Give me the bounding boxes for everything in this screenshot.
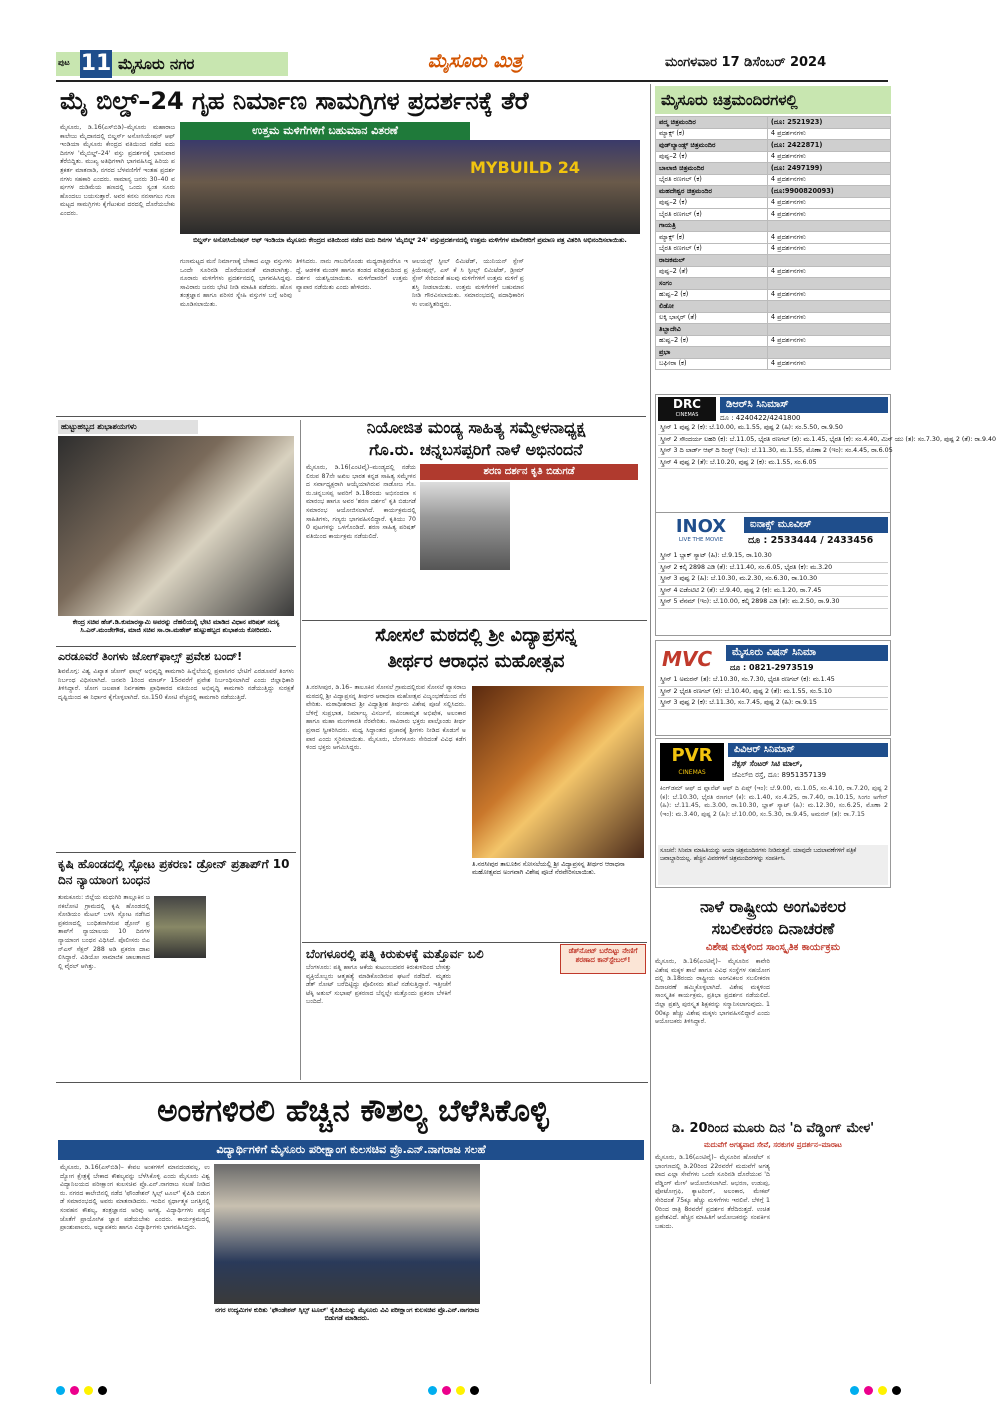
screen-row: ಸ್ಕ್ರೀನ್ 1 ಬ್ಲಾಕ್ ಸ್ಯಾಟ್ (ಹಿ): ಬೆ.9.15, ರಾ.10.30 bbox=[658, 551, 888, 563]
page-number: 11 bbox=[80, 51, 112, 76]
theatre-row bbox=[656, 278, 891, 290]
lead-text-col5 bbox=[530, 258, 642, 414]
show-count: 4 ಪ್ರದರ್ಶನಗಳು bbox=[767, 335, 890, 347]
theatre-row bbox=[656, 347, 891, 359]
movie-row bbox=[656, 289, 891, 301]
disability-headline-1: ನಾಳೆ ರಾಷ್ಟ್ರೀಯ ಅಂಗವಿಕಲರ bbox=[699, 897, 847, 916]
skills-body: ಮೈಸೂರು, ಡಿ.16(ಎಸ್‌ಬಿಡಿ)– ಕೇವಲ ಅಂಕಗಳಿಗೆ ಮಾನದಂಡವಲ್ಲ, ಉದ್ಯೋಗ ಕ್ಷೇತ್ರಕ್ಕೆ ಬೇಕಾದ ಕೌಶಲ್ಯವನ್ನು ಬೆಳೆಸಿಕೊಳ್ಳಿ ಎಂದು ಮೈಸೂರು ವಿಶ್ವವಿದ್ಯಾನಿಲಯದ ಪರೀಕ್ಷಾಂಗ ಕುಲಸಚಿವ ಪ್ರೊ.ಎನ್.ನಾಗರಾಜ ಸಲಹೆ ನೀಡಿದರು. ನಗರದ ಕಾಲೇಜಿನಲ್ಲಿ ನಡೆದ 'ಫೌಂಡೇಶನ್ ಸ್ಕಿಲ್ಸ್ ಟೂಲ್' ಕೈಪಿಡಿ ಬಿಡುಗಡೆ ಸಮಾರಂಭದಲ್ಲಿ ಅವರು ಮಾತನಾಡಿದರು. ಇಂದಿನ ಸ್ಪರ್ಧಾತ್ಮಕ ಜಗತ್ತಿನಲ್ಲಿ ಸಂವಹನ ಕೌಶಲ್ಯ, ತಂತ್ರಜ್ಞಾನದ ಅರಿವು ಅಗತ್ಯ. ವಿದ್ಯಾರ್ಥಿಗಳು ಪಠ್ಯದ ಜೊತೆಗೆ ಪ್ರಾಯೋಗಿಕ ಜ್ಞಾನ ಪಡೆಯಬೇಕು ಎಂದರು. ಕಾರ್ಯಕ್ರಮದಲ್ಲಿ ಪ್ರಾಂಶುಪಾಲರು, ಅಧ್ಯಾಪಕರು ಹಾಗೂ ವಿದ್ಯಾರ್ಥಿಗಳು ಭಾಗವಹಿಸಿದ್ದರು. bbox=[60, 1164, 210, 1232]
skills-body-col3 bbox=[214, 1330, 480, 1376]
show-count: 4 ಪ್ರದರ್ಶನಗಳು bbox=[767, 174, 890, 186]
screen-row: ಸ್ಕ್ರೀನ್ 3 ಪುಷ್ಪ 2 (ಹಿ): ಬೆ.10.30, ಮ.2.30, ಸಂ.6.30, ರಾ.10.30 bbox=[658, 574, 888, 586]
screen-row: ಸ್ಕ್ರೀನ್ 2 ಸೌಂದರ್ಯ ಲಹರಿ (ಕ): ಬೆ.11.05, ಭೈರತಿ ರಣಗಲ್ (ಕ): ಮ.1.45, ಭೈರತಿ (ಕ): ಸಂ.4.40, ಮಿಸ್ ಯು (ತ): ಸಂ.7.30, ಪುಷ್ಪ 2 (ತೆ): ರಾ.9.40 bbox=[658, 435, 888, 447]
header-rule bbox=[56, 80, 888, 82]
screen-row: ಸ್ಕ್ರೀನ್ 3 ಪುಷ್ಪ 2 (ಕ): ಬೆ.11.30, ಸಂ.7.45, ಪುಷ್ಪ 2 (ಹಿ): ರಾ.9.15 bbox=[658, 698, 888, 710]
skills-photo bbox=[214, 1164, 480, 1304]
photo-banner: ಉತ್ತಮ ಮಳಿಗೆಗಳಿಗೆ ಬಹುಮಾನ ವಿತರಣೆ bbox=[180, 122, 470, 140]
theatre-row bbox=[656, 220, 891, 232]
show-count: 4 ಪ್ರದರ್ಶನಗಳು bbox=[767, 312, 890, 324]
birthday-caption: ಕೇಂದ್ರ ಸಚಿವ ಹೆಚ್.ಡಿ.ಕುಮಾರಸ್ವಾಮಿ ಅವರನ್ನು ದೆಹಲಿಯಲ್ಲಿ ಭೇಟಿ ಮಾಡಿದ ವಿಧಾನ ಪರಿಷತ್ ಸದಸ್ಯ ಸಿ.ಎನ್.ಮಂಜೇಗೌಡ, ಮಾಜಿ ಸಚಿವ ಸಾ.ರಾ.ಮಹೇಶ್ ಹುಟ್ಟುಹಬ್ಬದ ಶುಭಾಶಯ ಕೋರಿದರು. bbox=[72, 618, 280, 635]
theatre-name: ಗಾಯತ್ರಿ bbox=[656, 220, 768, 232]
sahitya-photo bbox=[420, 482, 510, 570]
movie-row bbox=[656, 151, 891, 163]
mvc-logo: MVC bbox=[662, 647, 713, 671]
jog-body: ಶಿವಮೊಗ್ಗ: ವಿಶ್ವ ವಿಖ್ಯಾತ ಜೋಗ್ ಫಾಲ್ಸ್ ಅಭಿವೃದ್ಧಿ ಕಾಮಗಾರಿ ಹಿನ್ನೆಲೆಯಲ್ಲಿ ಪ್ರವಾಸಿಗರ ಭೇಟಿಗೆ ಎರಡೂವರೆ ತಿಂಗಳು ನಿರ್ಬಂಧ ವಿಧಿಸಲಾಗಿದೆ. ಜನವರಿ 1ರಿಂದ ಮಾರ್ಚ್ 15ರವರೆಗೆ ಪ್ರವೇಶ ನಿರ್ಬಂಧಿಸಲಾಗಿದೆ ಎಂದು ಜಿಲ್ಲಾಧಿಕಾರಿ ತಿಳಿಸಿದ್ದಾರೆ. ಜೋಗ ಜಲಪಾತ ನಿರ್ವಹಣಾ ಪ್ರಾಧಿಕಾರದ ವತಿಯಿಂದ ಅಭಿವೃದ್ಧಿ ಕಾಮಗಾರಿ ನಡೆಯುತ್ತಿದ್ದು ಸುರಕ್ಷತೆ ದೃಷ್ಟಿಯಿಂದ ಈ ನಿರ್ಧಾರ ಕೈಗೊಳ್ಳಲಾಗಿದೆ. ರೂ.150 ಕೋಟಿ ವೆಚ್ಚದಲ್ಲಿ ಕಾಮಗಾರಿ ನಡೆಯುತ್ತಿದೆ. bbox=[58, 668, 294, 701]
registration-marks-left bbox=[56, 1380, 136, 1390]
movie-title: ಹುಷ್ಪ–2 (ಕ) bbox=[656, 335, 768, 347]
movie-row bbox=[656, 335, 891, 347]
movie-title: ಪುಷ್ಪ–2 (ಕ) bbox=[656, 197, 768, 209]
lead-text-col4: ಆಲಯನ್ಸ್ ಸ್ಟೀಲ್ ಲಿಮಿಟೆಡ್, ಯುನಿಯನ್ ಸ್ಪೇಸ್ ಕ್ರಿಯೇಷನ್ಸ್, ಎಸ್ ಕೆ ಸಿ ಸ್ಟೀಲ್ಸ್ ಲಿಮಿಟೆಡ್, ಡ್ರೀಮ್ ಸ್ಪೇಸ್ ಸೇರಿದಂತೆ ಹಲವು ಮಳಿಗೆಗಳಿಗೆ ಉತ್ತಮ ಮಳಿಗೆ ಪ್ರಶಸ್ತಿ ನೀಡಲಾಯಿತು. ಉತ್ತಮ ಮಳಿಗೆಗಳಿಗೆ ಬಹುಮಾನ ನೀಡಿ ಗೌರವಿಸಲಾಯಿತು. ಸಮಾರಂಭದಲ್ಲಿ ಪದಾಧಿಕಾರಿಗಳು ಉಪಸ್ಥಿತರಿದ್ದರು. bbox=[412, 258, 524, 308]
show-count: 4 ಪ್ರದರ್ಶನಗಳು bbox=[767, 232, 890, 244]
sosale-photo bbox=[472, 686, 644, 858]
bengaluru-body: ಬೆಂಗಳೂರು: ಪತ್ನಿ ಹಾಗೂ ಆಕೆಯ ಕುಟುಂಬದವರ ಕಿರುಕುಳದಿಂದ ಬೇಸತ್ತು ವ್ಯಕ್ತಿಯೊಬ್ಬರು ಆತ್ಮಹತ್ಯೆ ಮಾಡಿಕೊಂಡಿರುವ ಘಟನೆ ನಡೆದಿದೆ. ಮೃತರು ಡೆತ್ ನೋಟ್ ಬರೆದಿಟ್ಟಿದ್ದು ಪೊಲೀಸರು ತನಿಖೆ ನಡೆಸುತ್ತಿದ್ದಾರೆ. ಇತ್ತೀಚೆಗೆ ಟೆಕ್ಕಿ ಅತುಲ್ ಸುಭಾಷ್ ಪ್ರಕರಣದ ಬೆನ್ನಲ್ಲೇ ಮತ್ತೊಂದು ಪ್ರಕರಣ ಬೆಳಕಿಗೆ ಬಂದಿದೆ. bbox=[306, 964, 451, 1006]
lead-photo-caption: ಬಿಲ್ಡರ್ಸ್ ಅಸೋಸಿಯೇಷನ್ ಆಫ್ ಇಂಡಿಯಾ ಮೈಸೂರು ಕೇಂದ್ರದ ವತಿಯಿಂದ ನಡೆದ ಐದು ದಿನಗಳ 'ಮೈಬಿಲ್ಡ್ 24' ವಸ್ತುಪ್ರದರ್ಶನದಲ್ಲಿ ಉತ್ತಮ ಮಳಿಗೆಗಳ ಮಾಲೀಕರಿಗೆ ಪ್ರಮಾಣ ಪತ್ರ ವಿತರಿಸಿ ಅಭಿನಂದಿಸಲಾಯಿತು. bbox=[193, 236, 627, 244]
wedding-body: ಮೈಸೂರು, ಡಿ.16(ಎಂಟಿವೈ)– ಮೈಸೂರಿನ ಹೋಟೆಲ್ ಸಭಾಂಗಣದಲ್ಲಿ ಡಿ.20ರಿಂದ 22ರವರೆಗೆ ಮದುವೆಗೆ ಅಗತ್ಯವಾದ ಎಲ್ಲಾ ಸೇವೆಗಳು ಒಂದೇ ಸೂರಿನಡಿ ದೊರೆಯುವ 'ದಿ ವೆಡ್ಡಿಂಗ್ ಮೇಳ' ಆಯೋಜಿಸಲಾಗಿದೆ. ಆಭರಣ, ಉಡುಪು, ಫೋಟೋಗ್ರಫಿ, ಕ್ಯಾಟರಿಂಗ್, ಅಲಂಕಾರ, ಮೇಕಪ್ ಸೇರಿದಂತೆ 75ಕ್ಕೂ ಹೆಚ್ಚು ಮಳಿಗೆಗಳು ಇರಲಿವೆ. ಬೆಳಿಗ್ಗೆ 10ರಿಂದ ರಾತ್ರಿ 8ರವರೆಗೆ ಪ್ರದರ್ಶನ ತೆರೆದಿರುತ್ತದೆ. ಉಚಿತ ಪ್ರವೇಶವಿದೆ. ಹೆಚ್ಚಿನ ಮಾಹಿತಿಗೆ ಆಯೋಜಕರನ್ನು ಸಂಪರ್ಕಿಸಬಹುದು. bbox=[655, 1154, 770, 1230]
drc-shows bbox=[658, 423, 996, 469]
inox-block bbox=[655, 512, 891, 636]
pvr-note: ಸೂಚನೆ: ಸಿನಿಮಾ ಮಾಹಿತಿಯನ್ನು ಆಯಾ ಚಿತ್ರಮಂದಿರಗಳು ನೀಡಿರುತ್ತವೆ. ಯಾವುದೇ ಬದಲಾವಣೆಗಳಿಗೆ ಪತ್ರಿಕೆ ಜವಾಬ್ದಾರಿಯಲ್ಲ. ಹೆಚ್ಚಿನ ವಿವರಗಳಿಗೆ ಚಿತ್ರಮಂದಿರಗಳನ್ನು ಸಂಪರ್ಕಿಸಿ. bbox=[658, 845, 888, 885]
page-label: ಪುಟ bbox=[58, 58, 70, 67]
sahitya-body: ಮೈಸೂರು, ಡಿ.16(ಎಂಟಿವೈ)–ಮಂಡ್ಯದಲ್ಲಿ ನಡೆಯಲಿರುವ 87ನೇ ಅಖಿಲ ಭಾರತ ಕನ್ನಡ ಸಾಹಿತ್ಯ ಸಮ್ಮೇಳನದ ಸರ್ವಾಧ್ಯಕ್ಷರಾಗಿ ಆಯ್ಕೆಯಾಗಿರುವ ನಾಡೋಜ ಗೊ.ರು.ಚನ್ನಬಸಪ್ಪ ಅವರಿಗೆ ಡಿ.18ರಂದು ಅಭಿನಂದನಾ ಸಮಾರಂಭ ಹಾಗೂ ಅವರ 'ಶರಣ ದರ್ಶನ' ಕೃತಿ ಬಿಡುಗಡೆ ಸಮಾರಂಭ ಆಯೋಜಿಸಲಾಗಿದೆ. ಕಾರ್ಯಕ್ರಮದಲ್ಲಿ ಸಾಹಿತಿಗಳು, ಗಣ್ಯರು ಭಾಗವಹಿಸಲಿದ್ದಾರೆ. ಕೃತಿಯು 700 ಪುಟಗಳನ್ನು ಒಳಗೊಂಡಿದೆ. ಶರಣ ಸಾಹಿತ್ಯ ಪರಿಷತ್ ವತಿಯಿಂದ ಕಾರ್ಯಕ್ರಮ ನಡೆಯಲಿದೆ. bbox=[306, 464, 416, 540]
inox-title: ಐನಾಕ್ಸ್ ಮೂವೀಸ್ bbox=[744, 517, 888, 533]
pvr-title: ಪಿವಿಆರ್ ಸಿನಿಮಾಸ್ bbox=[728, 743, 888, 757]
inox-logo-text: INOX bbox=[675, 516, 727, 537]
skills-headline: ಅಂಕಗಳಿರಲಿ ಹೆಚ್ಚಿನ ಕೌಶಲ್ಯ ಬೆಳೆಸಿಕೊಳ್ಳಿ bbox=[157, 1093, 549, 1129]
bengaluru-headline: ಬೆಂಗಳೂರಲ್ಲಿ ಪತ್ನಿ ಕಿರುಕುಳಕ್ಕೆ ಮತ್ತೊರ್ವ ಬಲಿ bbox=[306, 947, 484, 961]
movie-row bbox=[656, 197, 891, 209]
sahitya-body-col3 bbox=[420, 574, 510, 614]
theatre-row bbox=[656, 186, 891, 198]
movie-row bbox=[656, 128, 891, 140]
disability-headline-2: ಸಬಲೀಕರಣ ದಿನಾಚರಣೆ bbox=[711, 919, 835, 938]
show-count: 4 ಪ್ರದರ್ಶನಗಳು bbox=[767, 243, 890, 255]
inox-logo-sub: LIVE THE MOVIE bbox=[678, 537, 724, 543]
theatre-phone: (ದೂ: 2422871) bbox=[767, 140, 890, 152]
pvr-logo-text: PVR bbox=[671, 745, 713, 766]
skills-subhead: ವಿದ್ಯಾರ್ಥಿಗಳಿಗೆ ಮೈಸೂರು ಪರೀಕ್ಷಾಂಗ ಕುಲಸಚಿವ ಪ್ರೊ.ಎನ್.ನಾಗರಾಜ ಸಲಹೆ bbox=[58, 1140, 644, 1160]
paper-name: ಮೈಸೂರು ಮಿತ್ರ bbox=[427, 50, 523, 72]
theatre-name: ಪದ್ಮ ಚಿತ್ರಮಂದಿರ bbox=[656, 117, 768, 129]
theatre-name: ತಿಬ್ಬಾದೇವಿ bbox=[656, 324, 768, 336]
sosale-caption: ತಿ.ನರಸೀಪುರ ತಾಲೂಕಿನ ಸೋಸಲೆಯಲ್ಲಿ ಶ್ರೀ ವಿದ್ಯಾಪ್ರಸನ್ನ ತೀರ್ಥರ ಆರಾಧನಾ ಮಹೋತ್ಸವದ ಅಂಗವಾಗಿ ವಿಶೇಷ ಪೂಜೆ ನೆರವೇರಿಸಲಾಯಿತು. bbox=[472, 860, 625, 877]
registration-marks-center bbox=[428, 1380, 508, 1390]
wedding-headline: ಡಿ. 20ರಿಂದ ಮೂರು ದಿನ 'ದಿ ವೆಡ್ಡಿಂಗ್ ಮೇಳ' bbox=[671, 1121, 875, 1136]
drc-logo-sub: CINEMAS bbox=[675, 412, 699, 418]
show-count: 4 ಪ್ರದರ್ಶನಗಳು bbox=[767, 151, 890, 163]
theatre-name: ಪ್ರಭಾ bbox=[656, 347, 768, 359]
drone-body: ತುಮಕೂರು: ಜಿಲ್ಲೆಯ ಮಧುಗಿರಿ ತಾಲ್ಲೂಕಿನ ಜನಕಲೋಟಿ ಗ್ರಾಮದಲ್ಲಿ ಕೃಷಿ ಹೊಂಡದಲ್ಲಿ ಸೋಡಿಯಂ ಮೆಟಲ್ ಬಳಸಿ ಸ್ಫೋಟ ನಡೆಸಿದ ಪ್ರಕರಣದಲ್ಲಿ ಬಂಧಿತನಾಗಿರುವ ಡ್ರೋನ್ ಪ್ರತಾಪ್‌ಗೆ ನ್ಯಾಯಾಲಯ 10 ದಿನಗಳ ನ್ಯಾಯಾಂಗ ಬಂಧನ ವಿಧಿಸಿದೆ. ಪೊಲೀಸರು ಬಿಎನ್‌ಎಸ್ ಸೆಕ್ಷನ್ 288 ಅಡಿ ಪ್ರಕರಣ ದಾಖಲಿಸಿದ್ದಾರೆ. ವಿಡಿಯೋ ಸಾಮಾಜಿಕ ಜಾಲತಾಣದಲ್ಲಿ ವೈರಲ್ ಆಗಿತ್ತು. bbox=[58, 894, 150, 970]
drone-body-col2 bbox=[210, 894, 296, 1074]
mvc-phone: ದೂ : 0821-2973519 bbox=[730, 663, 814, 672]
sahitya-subhead: ಶರಣ ದರ್ಶನ ಕೃತಿ ಬಿಡುಗಡೆ bbox=[420, 464, 638, 480]
theatre-phone bbox=[767, 324, 890, 336]
show-count: 4 ಪ್ರದರ್ಶನಗಳು bbox=[767, 266, 890, 278]
lead-text-col3: ತಿಳಿಸಿದರು. ನಾನು ಗಾಬರಿಗೊಂಡು ಮಧ್ಯರಾತ್ರಿವರೆಗೂ ಇದ್ದೆ. ಆಡಳಿತ ಮಂಡಳಿ ಹಾಗೂ ತಂಡದ ಪರಿಶ್ರಮದಿಂದ ಪ್ರದರ್ಶನ ಯಶಸ್ವಿಯಾಯಿತು. ಮಳಿಗೆದಾರರಿಗೆ ಉತ್ತಮ ವ್ಯಾಪಾರ ನಡೆಯಿತು ಎಂದು ಹೇಳಿದರು. bbox=[296, 258, 408, 291]
cinema-listings bbox=[655, 116, 891, 370]
section-title: ಮೈಸೂರು ನಗರ bbox=[118, 55, 195, 73]
sosale-body-col2 bbox=[306, 866, 466, 940]
show-count: 4 ಪ್ರದರ್ಶನಗಳು bbox=[767, 128, 890, 140]
drone-headline: ಕೃಷಿ ಹೊಂಡದಲ್ಲಿ ಸ್ಫೋಟ ಪ್ರಕರಣ: ಡ್ರೋನ್ ಪ್ರತಾಪ್‌ಗೆ 10 ದಿನ ನ್ಯಾಯಾಂಗ ಬಂಧನ bbox=[58, 857, 290, 887]
theatre-phone bbox=[767, 301, 890, 313]
pvr-logo-sub: CINEMAS bbox=[678, 769, 706, 776]
movie-row bbox=[656, 174, 891, 186]
movie-title: ಬಘೀರಾ (ಕ) bbox=[656, 358, 768, 370]
theatre-name: ಲಿಡೋ bbox=[656, 301, 768, 313]
pvr-logo bbox=[660, 743, 724, 781]
skills-body-col2 bbox=[484, 1164, 644, 1376]
mvc-shows bbox=[658, 675, 888, 710]
bengaluru-body-col2 bbox=[456, 964, 646, 1074]
drone-photo bbox=[154, 896, 206, 958]
lead-headline: ಮೈ ಬಿಲ್ಡ್–24 ಗೃಹ ನಿರ್ಮಾಣ ಸಾಮಗ್ರಿಗಳ ಪ್ರದರ್ಶನಕ್ಕೆ ತೆರೆ bbox=[60, 87, 529, 115]
birthday-heading: ಹುಟ್ಟುಹಬ್ಬದ ಶುಭಾಶಯಗಳು bbox=[58, 420, 198, 434]
theatre-name: ಮಹದೇಶ್ವರ ಚಿತ್ರಮಂದಿರ bbox=[656, 186, 768, 198]
drc-logo bbox=[658, 397, 716, 421]
movie-title: ಪುಷ್ಪ–2 (ಕ) bbox=[656, 151, 768, 163]
screen-row: ಸ್ಕ್ರೀನ್ 5 ವೆನಮ್ (ಇಂ): ಬೆ.10.00, ಕಲ್ಕಿ 2898 ಎಡಿ (ತೆ): ಮ.2.50, ರಾ.9.30 bbox=[658, 597, 888, 609]
show-count: 4 ಪ್ರದರ್ಶನಗಳು bbox=[767, 197, 890, 209]
screen-row: ಸ್ಕ್ರೀನ್ 2 ಭೈರತಿ ರಣಗಲ್ (ಕ): ಬೆ.10.40, ಪುಷ್ಪ 2 (ತೆ): ಮ.1.55, ಸಂ.5.10 bbox=[658, 687, 888, 699]
inox-shows bbox=[658, 551, 888, 609]
lead-photo bbox=[180, 140, 640, 234]
movie-title: ಪುಷ್ಪ–2 (ತೆ) bbox=[656, 266, 768, 278]
pvr-phone: ಜೆಎಲ್‌ಬಿ ರಸ್ತೆ, ದೂ: 8951357139 bbox=[732, 771, 827, 779]
sosale-headline-1: ಸೋಸಲೆ ಮಠದಲ್ಲಿ ಶ್ರೀ ವಿದ್ಯಾಪ್ರಸನ್ನ bbox=[375, 625, 577, 646]
movie-title: ಬೈರತಿ ರಣಗಲ್ (ಕ) bbox=[656, 243, 768, 255]
theatre-phone bbox=[767, 255, 890, 267]
registration-marks-right bbox=[850, 1380, 930, 1390]
screen-row: ಸ್ಕ್ರೀನ್ 2 ಕಲ್ಕಿ 2898 ಎಡಿ (ತೆ): ಬೆ.11.40, ಸಂ.6.05, ಭೈರತಿ (ಕ): ಮ.3.20 bbox=[658, 563, 888, 575]
lead-text-col2: ಗುಣಮಟ್ಟದ ಮನೆ ನಿರ್ಮಾಣಕ್ಕೆ ಬೇಕಾದ ಎಲ್ಲಾ ವಸ್ತುಗಳು ಒಂದೇ ಸೂರಿನಡಿ ದೊರೆಯುವಂತೆ ಮಾಡಲಾಗಿತ್ತು. ನೂರಾರು ಮಳಿಗೆಗಳು ಪ್ರದರ್ಶನದಲ್ಲಿ ಭಾಗವಹಿಸಿದ್ದವು. ಸಾವಿರಾರು ಜನರು ಭೇಟಿ ನೀಡಿ ಮಾಹಿತಿ ಪಡೆದರು. ಹೊಸ ತಂತ್ರಜ್ಞಾನ ಹಾಗೂ ಪರಿಸರ ಸ್ನೇಹಿ ವಸ್ತುಗಳ ಬಗ್ಗೆ ಅರಿವು ಮೂಡಿಸಲಾಯಿತು. bbox=[180, 258, 292, 308]
screen-row: ಸ್ಕ್ರೀನ್ 1 ಅಮರನ್ (ತ): ಬೆ.10.30, ಸಂ.7.30, ಭೈರತಿ ರಣಗಲ್ (ಕ): ಮ.1.45 bbox=[658, 675, 888, 687]
theatre-row bbox=[656, 324, 891, 336]
screen-row: ಸ್ಕ್ರೀನ್ 4 ಪುಷ್ಪ 2 (ತೆ): ಬೆ.10.20, ಪುಷ್ಪ 2 (ಕ): ಮ.1.55, ಸಂ.6.05 bbox=[658, 458, 888, 470]
sahitya-body-col2 bbox=[514, 482, 644, 614]
drc-logo-text: DRC bbox=[672, 397, 701, 411]
movie-row bbox=[656, 266, 891, 278]
deathnote-title: ಡೆತ್‌ನೋಟ್ ಬರೆದಿಟ್ಟು ನೇಣಿಗೆ ಶರಣಾದ ಕಾನ್‌ಸ್ಟೇಬಲ್! bbox=[568, 947, 638, 964]
sosale-body-col3 bbox=[472, 896, 644, 940]
theatre-row bbox=[656, 301, 891, 313]
movie-row bbox=[656, 232, 891, 244]
movie-row bbox=[656, 209, 891, 221]
theatre-row bbox=[656, 117, 891, 129]
movie-row bbox=[656, 243, 891, 255]
wedding-subhead: ಮದುವೆಗೆ ಅಗತ್ಯವಾದ ಸೇವೆ, ಸರಕುಗಳ ಪ್ರದರ್ಶನ–ಮಾರಾಟ bbox=[703, 1140, 843, 1149]
theatre-name: ಸಂಗಂ bbox=[656, 278, 768, 290]
screen-row: ಸ್ಕ್ರೀನ್ 1 ಪುಷ್ಪ 2 (ಕ): ಬೆ.10.00, ಮ.1.55, ಪುಷ್ಪ 2 (ಹಿ): ಸಂ.5.50, ರಾ.9.50 bbox=[658, 423, 888, 435]
pvr-block bbox=[655, 738, 891, 888]
theatre-phone bbox=[767, 220, 890, 232]
theatre-name: ರಾಜಕಮಲ್ bbox=[656, 255, 768, 267]
theatre-name: ಬಾಲಾಜಿ ಚಿತ್ರಮಂದಿರ bbox=[656, 163, 768, 175]
movie-title: ಮ್ಯಾಕ್ಸ್ (ಕ) bbox=[656, 128, 768, 140]
disability-body-col2 bbox=[776, 958, 891, 1118]
movie-title: ಬೈರತಿ ರಣಗಲ್ (ಕ) bbox=[656, 209, 768, 221]
drc-phone: ದೂ : 4240422/4241800 bbox=[720, 414, 801, 422]
mvc-block bbox=[655, 640, 891, 736]
header-date: ಮಂಗಳವಾರ 17 ಡಿಸೆಂಬರ್ 2024 bbox=[665, 55, 827, 70]
movie-title: ಲಕ್ಕಿ ಭಾಸ್ಕರ್ (ತೆ) bbox=[656, 312, 768, 324]
theatre-phone bbox=[767, 347, 890, 359]
screen-row: ಸ್ಕ್ರೀನ್ 4 ಐಡೆಂಟಿಟಿ 2 (ತೆ): ಬೆ.9.40, ಪುಷ್ಪ 2 (ಕ): ಮ.1.20, ರಾ.7.45 bbox=[658, 586, 888, 598]
drc-title: ಡಿಆರ್‌ಸಿ ಸಿನಿಮಾಸ್ bbox=[720, 397, 888, 413]
movie-row bbox=[656, 312, 891, 324]
sosale-body: ತಿ.ನರಸೀಪುರ, ಡಿ.16– ತಾಲೂಕಿನ ಸೋಸಲೆ ಗ್ರಾಮದಲ್ಲಿರುವ ಸೋಸಲೆ ವ್ಯಾಸರಾಜ ಮಠದಲ್ಲಿ ಶ್ರೀ ವಿದ್ಯಾಪ್ರಸನ್ನ ತೀರ್ಥರ ಆರಾಧನಾ ಮಹೋತ್ಸವ ವಿಜೃಂಭಣೆಯಿಂದ ನೆರವೇರಿತು. ಮಠಾಧೀಶರಾದ ಶ್ರೀ ವಿದ್ಯಾಶ್ರೀಶ ತೀರ್ಥರು ವಿಶೇಷ ಪೂಜೆ ಸಲ್ಲಿಸಿದರು. ಬೆಳಿಗ್ಗೆ ಸುಪ್ರಭಾತ, ನಿರ್ಮಾಲ್ಯ ವಿಸರ್ಜನೆ, ಪಂಚಾಮೃತ ಅಭಿಷೇಕ, ಅಲಂಕಾರ ಹಾಗೂ ಮಹಾ ಮಂಗಳಾರತಿ ನೆರವೇರಿತು. ಸಾವಿರಾರು ಭಕ್ತರು ಪಾಲ್ಗೊಂಡು ತೀರ್ಥ ಪ್ರಸಾದ ಸ್ವೀಕರಿಸಿದರು. ಮಧ್ವ ಸಿದ್ಧಾಂತದ ಪ್ರಚಾರಕ್ಕೆ ಶ್ರೀಗಳು ನೀಡಿದ ಕೊಡುಗೆ ಅಪಾರ ಎಂದು ಸ್ಮರಿಸಲಾಯಿತು. ಮೈಸೂರು, ಬೆಂಗಳೂರು ಸೇರಿದಂತೆ ವಿವಿಧ ಕಡೆಗಳಿಂದ ಭಕ್ತರು ಆಗಮಿಸಿದ್ದರು. bbox=[306, 684, 466, 752]
theatre-phone: (ದೂ: 2497199) bbox=[767, 163, 890, 175]
disability-body: ಮೈಸೂರು, ಡಿ.16(ಎಂಟಿವೈ)– ಮೈಸೂರಿನ ಕಾವೇರಿ ವಿಶೇಷ ಮಕ್ಕಳ ಶಾಲೆ ಹಾಗೂ ವಿವಿಧ ಸಂಸ್ಥೆಗಳ ಸಹಯೋಗದಲ್ಲಿ ಡಿ.18ರಂದು ರಾಷ್ಟ್ರೀಯ ಅಂಗವಿಕಲರ ಸಬಲೀಕರಣ ದಿನಾಚರಣೆ ಹಮ್ಮಿಕೊಳ್ಳಲಾಗಿದೆ. ವಿಶೇಷ ಮಕ್ಕಳಿಂದ ಸಾಂಸ್ಕೃತಿಕ ಕಾರ್ಯಕ್ರಮ, ಪ್ರತಿಭಾ ಪ್ರದರ್ಶನ ನಡೆಯಲಿದೆ. ಜಿಲ್ಲಾ ಪ್ರಶಸ್ತಿ ಪುರಸ್ಕೃತ ಶಿಕ್ಷಕರನ್ನು ಸನ್ಮಾನಿಸಲಾಗುವುದು. 100ಕ್ಕೂ ಹೆಚ್ಚು ವಿಶೇಷ ಮಕ್ಕಳು ಭಾಗವಹಿಸಲಿದ್ದಾರೆ ಎಂದು ಆಯೋಜಕರು ತಿಳಿಸಿದ್ದಾರೆ. bbox=[655, 958, 770, 1026]
theatre-phone: (ದೂ:9900820093) bbox=[767, 186, 890, 198]
show-count: 4 ಪ್ರದರ್ಶನಗಳು bbox=[767, 209, 890, 221]
sahitya-headline-2: ಗೊ.ರು. ಚನ್ನಬಸಪ್ಪರಿಗೆ ನಾಳೆ ಅಭಿನಂದನೆ bbox=[369, 440, 583, 459]
wedding-body-col2 bbox=[776, 1154, 891, 1376]
pvr-subtitle: ನೆಕ್ಸಸ್ ಸೆಂಟರ್ ಸಿಟಿ ಮಾಲ್, bbox=[732, 759, 803, 768]
theatre-row bbox=[656, 255, 891, 267]
pvr-listing: ಕಿಂಗ್‌ಡಮ್ ಆಫ್ ದ ಪ್ಲಾನೆಟ್ ಆಫ್ ದಿ ಏಪ್ಸ್ (ಇಂ): ಬೆ.9.00, ಮ.1.05, ಸಂ.4.10, ರಾ.7.20, ಪುಷ್ಪ 2 (ಕ): ಬೆ.10.30, ಭೈರತಿ ರಣಗಲ್ (ಕ): ಮ.1.40, ಸಂ.4.25, ರಾ.7.40, ರಾ.10.15, ಸಿಂಗಂ ಅಗೇನ್ (ಹಿ): ಬೆ.11.45, ಮ.3.00, ರಾ.10.30, ಬ್ಲಾಕ್ ಸ್ಯಾಟ್ (ಹಿ): ಮ.12.30, ಸಂ.6.25, ಮೊಣಾ 2 (ಇಂ): ಮ.3.40, ಪುಷ್ಪ 2 (ಹಿ): ಬೆ.10.00, ಸಂ.5.30, ರಾ.9.45, ಅಮರನ್ (ತ): ರಾ.7.15 bbox=[660, 785, 888, 818]
movie-row bbox=[656, 358, 891, 370]
theatre-row bbox=[656, 163, 891, 175]
mvc-title: ಮೈಸೂರು ವಿಷನ್ ಸಿನಿಮಾ bbox=[726, 645, 888, 661]
movie-title: ಭೈರತಿ ರಣಗಲ್ (ಕ) bbox=[656, 174, 768, 186]
photo-sign: MYBUILD 24 bbox=[470, 158, 580, 177]
inox-phone: ದೂ : 2533444 / 2433456 bbox=[748, 535, 874, 546]
cinema-title: ಮೈಸೂರು ಚಿತ್ರಮಂದಿರಗಳಲ್ಲಿ bbox=[655, 86, 891, 114]
show-count: 4 ಪ್ರದರ್ಶನಗಳು bbox=[767, 358, 890, 370]
theatre-row bbox=[656, 140, 891, 152]
show-count: 4 ಪ್ರದರ್ಶನಗಳು bbox=[767, 289, 890, 301]
cinema-table bbox=[655, 116, 891, 370]
disability-subhead: ವಿಶೇಷ ಮಕ್ಕಳಿಂದ ಸಾಂಸ್ಕೃತಿಕ ಕಾರ್ಯಕ್ರಮ bbox=[705, 942, 841, 953]
theatre-name: ವುಡ್‌ಲ್ಯಾಂಡ್ಸ್ ಚಿತ್ರಮಂದಿರ bbox=[656, 140, 768, 152]
lead-rule bbox=[56, 416, 646, 417]
sahitya-headline-1: ನಿಯೋಜಿತ ಮಂಡ್ಯ ಸಾಹಿತ್ಯ ಸಮ್ಮೇಳನಾಧ್ಯಕ್ಷ bbox=[366, 418, 586, 437]
movie-title: ಮ್ಯಾಕ್ಸ್ (ಕ) bbox=[656, 232, 768, 244]
sosale-headline-2: ತೀರ್ಥರ ಆರಾಧನ ಮಹೋತ್ಸವ bbox=[387, 651, 565, 672]
jog-headline: ಎರಡೂವರೆ ತಿಂಗಳು ಜೋಗ್‌ಫಾಲ್ಸ್ ಪ್ರವೇಶ ಬಂದ್! bbox=[58, 650, 243, 663]
deathnote-box bbox=[560, 944, 646, 974]
screen-row: ಸ್ಕ್ರೀನ್ 3 ದಿ ಲಾರ್ಡ್ ಆಫ್ ದಿ ರಿಂಗ್ಸ್ (ಇಂ): ಬೆ.11.30, ಮ.1.55, ಮೊಣಾ 2 (ಇಂ): ಸಂ.4.45, ರಾ.6.05 bbox=[658, 446, 888, 458]
movie-title: ಹುಷ್ಪ–2 (ಕ) bbox=[656, 289, 768, 301]
theatre-phone: (ದೂ: 2521923) bbox=[767, 117, 890, 129]
theatre-phone bbox=[767, 278, 890, 290]
skills-caption: ನಗರ ಉದ್ಯಮಿಗಳ ಕುರಿತು 'ಫೌಂಡೇಶನ್ ಸ್ಕಿಲ್ಸ್ ಟೂಲ್' ಕೈಪಿಡಿಯನ್ನು ಮೈಸೂರು ವಿವಿ ಪರೀಕ್ಷಾಂಗ ಕುಲಸಚಿವ ಪ್ರೊ.ಎನ್.ನಾಗರಾಜ ಬಿಡುಗಡೆ ಮಾಡಿದರು. bbox=[215, 1306, 479, 1323]
inox-logo bbox=[662, 517, 740, 547]
lead-text-col1: ಮೈಸೂರು, ಡಿ.16(ಎಸ್‌ಬಿಡಿ)–ಮೈಸೂರು ಮಹಾರಾಜ ಕಾಲೇಜು ಮೈದಾನದಲ್ಲಿ ಬಿಲ್ಡರ್ಸ್ ಅಸೋಸಿಯೇಷನ್ ಆಫ್ ಇಂಡಿಯಾ ಮೈಸೂರು ಕೇಂದ್ರದ ವತಿಯಿಂದ ನಡೆದ ಐದು ದಿನಗಳ 'ಮೈಬಿಲ್ಡ್–24' ವಸ್ತು ಪ್ರದರ್ಶನಕ್ಕೆ ಭಾನುವಾರ ತೆರೆಬಿದ್ದಿತು. ಮುಖ್ಯ ಅತಿಥಿಗಳಾಗಿ ಭಾಗವಹಿಸಿದ್ದ ಹಿರಿಯ ಪತ್ರಕರ್ತ ಮಾತನಾಡಿ, ನಗರದ ಬೆಳವಣಿಗೆಗೆ ಇಂತಹ ಪ್ರದರ್ಶನಗಳು ಸಹಕಾರಿ ಎಂದರು. ಸಾಮಾನ್ಯ ಜನರು 30–40 ವರ್ಷಗಳ ದುಡಿಮೆಯ ಹಣದಲ್ಲಿ ಒಂದು ಸ್ವಂತ ಸೂರು ಹೊಂದಲು ಬಯಸುತ್ತಾರೆ. ಅವರ ಕನಸು ನನಸಾಗಲು ಗುಣಮಟ್ಟದ ಸಾಮಗ್ರಿಗಳು ಕೈಗೆಟುಕುವ ದರದಲ್ಲಿ ದೊರೆಯಬೇಕು ಎಂದರು. bbox=[60, 124, 175, 217]
birthday-photo bbox=[58, 436, 294, 616]
